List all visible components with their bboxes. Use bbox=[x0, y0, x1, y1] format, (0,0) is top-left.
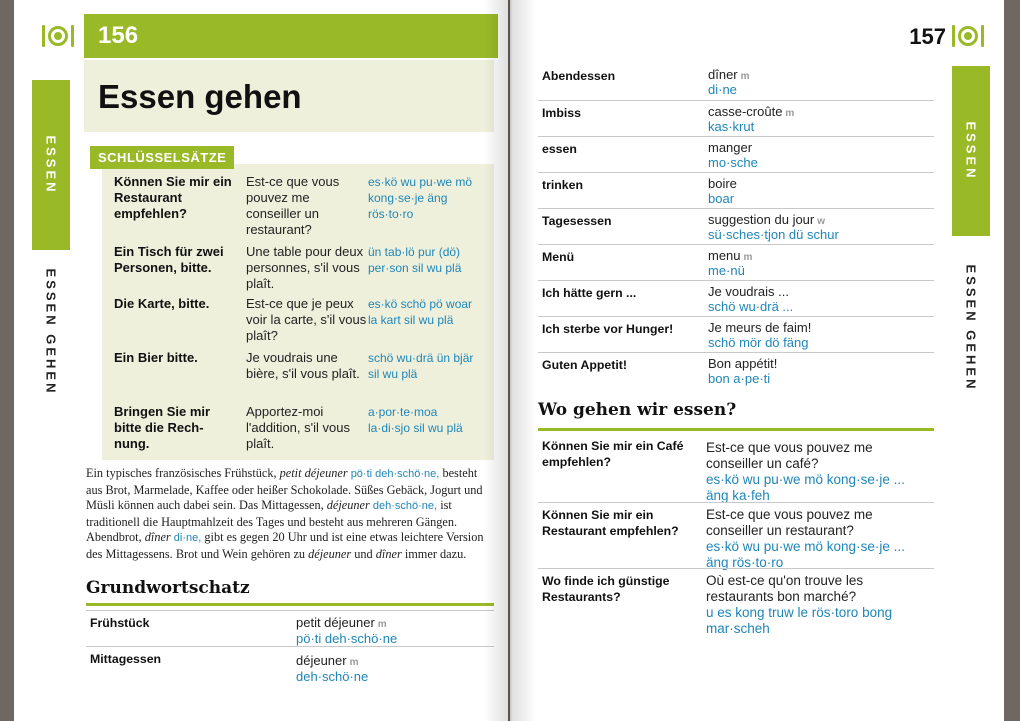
vocab-german: Tagesessen bbox=[542, 214, 612, 228]
restaurant-icon bbox=[942, 14, 994, 58]
side-label-text: ESSEN GEHEN bbox=[963, 264, 979, 392]
phrase-german: Ein Bier bitte. bbox=[114, 350, 198, 365]
vocab-french: petit déjeuner m bbox=[296, 615, 387, 630]
vocab-pronunciation: di·ne bbox=[708, 82, 737, 97]
vocab-pronunciation: schö mör dö fäng bbox=[708, 335, 809, 350]
side-tab-label: ESSEN bbox=[963, 121, 979, 181]
vocab-pronunciation: schö wu·drä ... bbox=[708, 299, 794, 314]
vocab-pronunciation: kas·krut bbox=[708, 119, 755, 134]
phrase-german: Wo finde ich günstige Restaurants? bbox=[542, 574, 670, 604]
vocab-row bbox=[538, 244, 934, 281]
side-tab bbox=[952, 66, 990, 236]
phrase-pronunciation: ün tab·lö pur (dö) per·son sil wu plä bbox=[368, 245, 462, 275]
phrase-french: Est-ce que vous pouvez me conseiller un restaurant? bbox=[706, 507, 873, 538]
vocab-row bbox=[538, 316, 934, 353]
vocab-french: menu m bbox=[708, 248, 753, 263]
vocab-pronunciation: deh·schö·ne bbox=[296, 669, 369, 684]
gender-marker: m bbox=[740, 71, 750, 82]
vocab-pronunciation: pö·ti deh·schö·ne bbox=[296, 631, 398, 646]
vocab-french: dîner m bbox=[708, 67, 750, 82]
phrase-pronunciation: u es kong truw le rös·toro bong mar·scheh bbox=[706, 605, 893, 636]
page-number: 156 bbox=[98, 22, 139, 49]
phrase-german: Können Sie mir ein Café empfehlen? bbox=[542, 439, 684, 469]
vocab-row bbox=[538, 208, 934, 245]
vocab-german: essen bbox=[542, 142, 577, 156]
section-rule bbox=[538, 428, 934, 431]
side-label bbox=[36, 262, 66, 402]
phrase-row bbox=[538, 502, 934, 569]
vocab-row bbox=[538, 64, 934, 100]
info-paragraph: Ein typisches französisches Frühstück, petit déjeuner pö·ti deh·schö·ne, besteht aus Brot, Marmelade, Kaffee oder heißer Schokolade. Süßes Gebäck, Jogurt und Müsli können auch dabei sein. Das Mittagessen, déjeuner deh·schö·ne, ist traditionell die Hauptmahlzeit des Tages und besteht aus mehreren Gängen. Abendbrot, dîner di·ne, gibt es gegen 20 Uhr und ist eine etwas leichtere Version des Mittagessens. Brot und Wein gehören zu déjeuner und dîner immer dazu. bbox=[86, 466, 484, 561]
vocab-row bbox=[86, 646, 494, 687]
vocab-german: trinken bbox=[542, 178, 583, 192]
vocab-german: Guten Appetit! bbox=[542, 358, 627, 372]
page-header bbox=[84, 14, 498, 58]
side-label-text: ESSEN GEHEN bbox=[43, 268, 59, 396]
phrase-pronunciation: es·kö wu pu·we mö kong·se·je äng rös·to·ro bbox=[368, 175, 473, 221]
vocab-pronunciation: mo·sche bbox=[708, 155, 758, 170]
phrase-pronunciation: schö wu·drä ün bjär sil wu plä bbox=[368, 351, 474, 381]
section-title: Wo gehen wir essen? bbox=[538, 400, 737, 420]
phrase-french: Je voudrais une bière, s'il vous plaît. bbox=[246, 350, 360, 381]
vocab-row bbox=[538, 100, 934, 137]
right-page bbox=[510, 0, 1004, 721]
page-number: 157 bbox=[909, 24, 946, 49]
gender-marker: m bbox=[349, 657, 359, 668]
side-tab bbox=[32, 80, 70, 250]
vocab-french: Bon appétit! bbox=[708, 356, 778, 371]
page-title: Essen gehen bbox=[98, 78, 302, 115]
phrase-pronunciation: es·kö wu pu·we mö kong·se·je ... äng rös·to·ro bbox=[706, 539, 905, 570]
vocab-german: Mittagessen bbox=[90, 652, 162, 666]
phrase-french: Est-ce que vous pouvez me conseiller un café? bbox=[706, 440, 873, 471]
phrase-german: Ein Tisch für zwei Personen, bitte. bbox=[114, 244, 224, 275]
vocab-pronunciation: sü·sches·tjon dü schur bbox=[708, 227, 839, 242]
vocab-pronunciation: boar bbox=[708, 191, 735, 206]
vocab-french: boire bbox=[708, 176, 737, 191]
phrase-french: Est-ce que je peux voir la carte, s'il vous plaît? bbox=[246, 296, 367, 343]
section-rule bbox=[86, 603, 494, 606]
gender-marker: m bbox=[743, 252, 753, 263]
vocab-german: Ich sterbe vor Hunger! bbox=[542, 322, 674, 336]
phrase-german: Bringen Sie mir bitte die Rech- nung. bbox=[114, 404, 211, 451]
section-title: Grundwortschatz bbox=[86, 578, 250, 598]
phrase-german: Die Karte, bitte. bbox=[114, 296, 210, 311]
phrase-german: Können Sie mir ein Restaurant empfehlen? bbox=[114, 174, 232, 221]
phrase-german: Können Sie mir ein Restaurant empfehlen? bbox=[542, 508, 679, 538]
vocab-french: manger bbox=[708, 140, 753, 155]
vocab-french: suggestion du jour w bbox=[708, 212, 826, 227]
vocab-french: déjeuner m bbox=[296, 653, 359, 668]
left-page bbox=[14, 0, 508, 721]
vocab-pronunciation: bon a·pe·ti bbox=[708, 371, 771, 386]
restaurant-icon bbox=[32, 14, 84, 58]
vocab-german: Ich hätte gern ... bbox=[542, 286, 637, 300]
gender-marker: w bbox=[817, 216, 826, 227]
title-box bbox=[84, 60, 494, 132]
vocab-row bbox=[86, 610, 494, 647]
phrase-pronunciation: es·kö wu pu·we mö kong·se·je ... äng ka·feh bbox=[706, 472, 905, 503]
gender-marker: m bbox=[785, 108, 795, 119]
vocab-german: Menü bbox=[542, 250, 575, 264]
vocab-row bbox=[538, 172, 934, 209]
side-tab-label: ESSEN bbox=[43, 135, 59, 195]
vocab-french: casse-croûte m bbox=[708, 104, 795, 119]
phrase-row bbox=[538, 568, 934, 639]
phrase-pronunciation: a·por·te·moa la·di·sjo sil wu plä bbox=[368, 405, 463, 435]
phrase-french: Une table pour deux personnes, s'il vous plaît. bbox=[246, 244, 364, 291]
phrase-french: Apportez-moi l'addition, s'il vous plaît. bbox=[246, 404, 350, 451]
side-label bbox=[956, 258, 986, 398]
vocab-pronunciation: me·nü bbox=[708, 263, 745, 278]
vocab-row bbox=[538, 352, 934, 389]
vocab-german: Abendessen bbox=[542, 69, 616, 83]
vocab-french: Je meurs de faim! bbox=[708, 320, 812, 335]
vocab-german: Imbiss bbox=[542, 106, 581, 120]
vocab-french: Je voudrais ... bbox=[708, 284, 789, 299]
vocab-german: Frühstück bbox=[90, 616, 150, 630]
vocab-row bbox=[538, 280, 934, 317]
phrase-pronunciation: es·kö schö pö woar la kart sil wu plä bbox=[368, 297, 473, 327]
gender-marker: m bbox=[377, 619, 387, 630]
key-phrases-tag: SCHLÜSSELSÄTZE bbox=[90, 146, 234, 169]
phrase-french: Est-ce que vous pouvez me conseiller un restaurant? bbox=[246, 174, 340, 237]
phrase-french: Où est-ce qu'on trouve les restaurants bon marché? bbox=[706, 573, 864, 604]
phrase-row bbox=[538, 434, 934, 503]
vocab-row bbox=[538, 136, 934, 173]
